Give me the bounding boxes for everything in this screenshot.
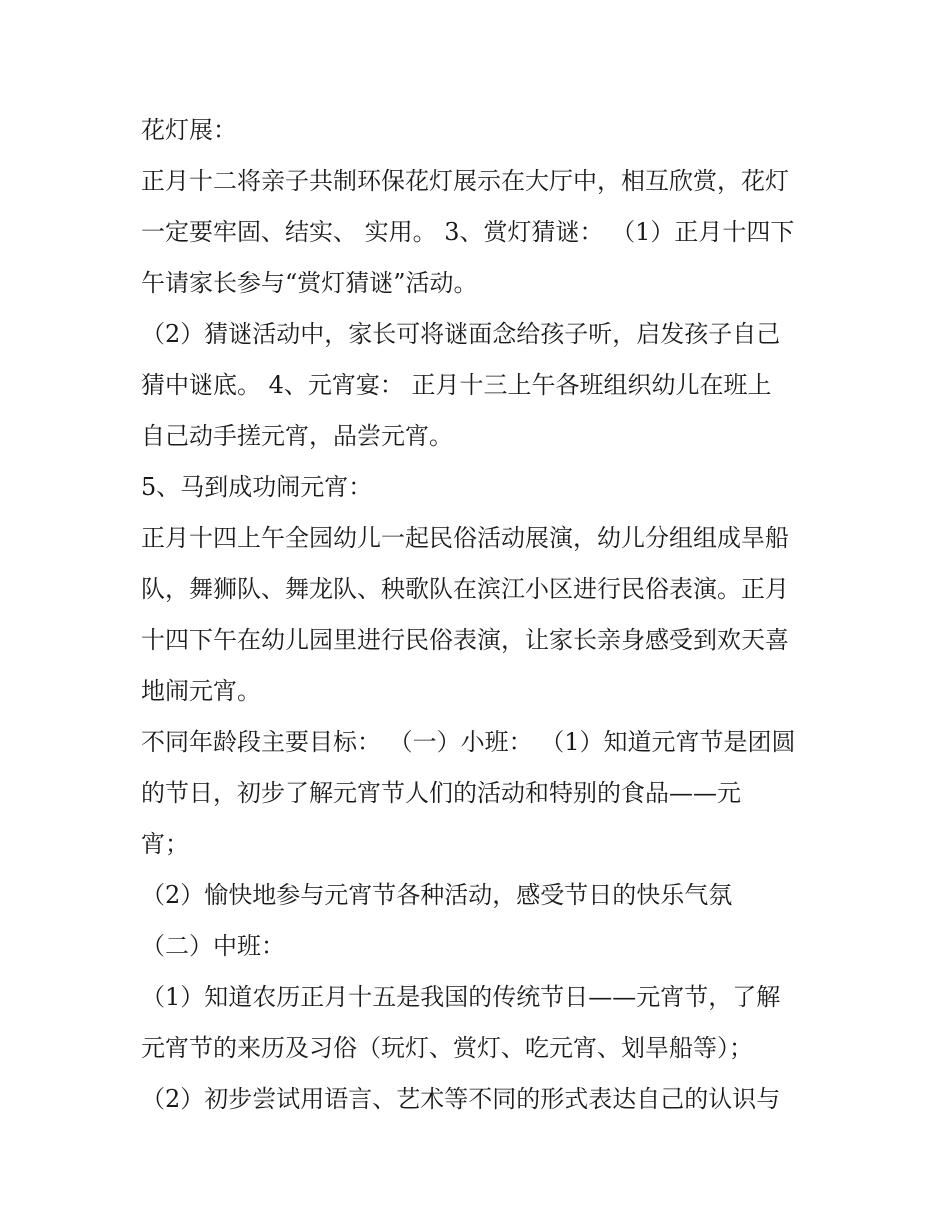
text-line: 不同年龄段主要目标： （一）小班： （1）知道元宵节是团圆	[141, 728, 796, 756]
text-line: 的节日，初步了解元宵节人们的活动和特别的食品——元	[141, 779, 741, 807]
text-line: 正月十二将亲子共制环保花灯展示在大厅中，相互欣赏，花灯	[141, 167, 789, 195]
text-line: 十四下午在幼儿园里进行民俗表演，让家长亲身感受到欢天喜	[141, 626, 789, 654]
text-line: 一定要牢固、结实、 实用。 3、赏灯猜谜： （1）正月十四下	[141, 218, 795, 246]
text-line: （2）愉快地参与元宵节各种活动，感受节日的快乐气氛	[141, 881, 733, 909]
text-line: 元宵节的来历及习俗（玩灯、赏灯、吃元宵、划旱船等）；	[141, 1034, 753, 1062]
text-line: 地闹元宵。	[141, 677, 261, 705]
section-heading: 5、马到成功闹元宵：	[141, 473, 373, 501]
text-line: （2）猜谜活动中，家长可将谜面念给孩子听，启发孩子自己	[141, 320, 781, 348]
text-line: （2）初步尝试用语言、艺术等不同的形式表达自己的认识与	[141, 1085, 781, 1113]
text-line: （1）知道农历正月十五是我国的传统节日——元宵节，了解	[141, 983, 781, 1011]
text-line: 花灯展：	[141, 116, 237, 144]
text-line: 队，舞狮队、舞龙队、秧歌队在滨江小区进行民俗表演。正月	[141, 575, 789, 603]
text-line: 宵；	[141, 830, 189, 858]
text-line: 猜中谜底。 4、元宵宴： 正月十三上午各班组织幼儿在班上	[141, 371, 772, 399]
section-heading: （二）中班：	[141, 932, 285, 960]
text-line: 正月十四上午全园幼儿一起民俗活动展演，幼儿分组组成旱船	[141, 524, 789, 552]
text-line: 午请家长参与“赏灯猜谜”活动。	[141, 269, 478, 297]
text-line: 自己动手搓元宵，品尝元宵。	[141, 422, 453, 450]
